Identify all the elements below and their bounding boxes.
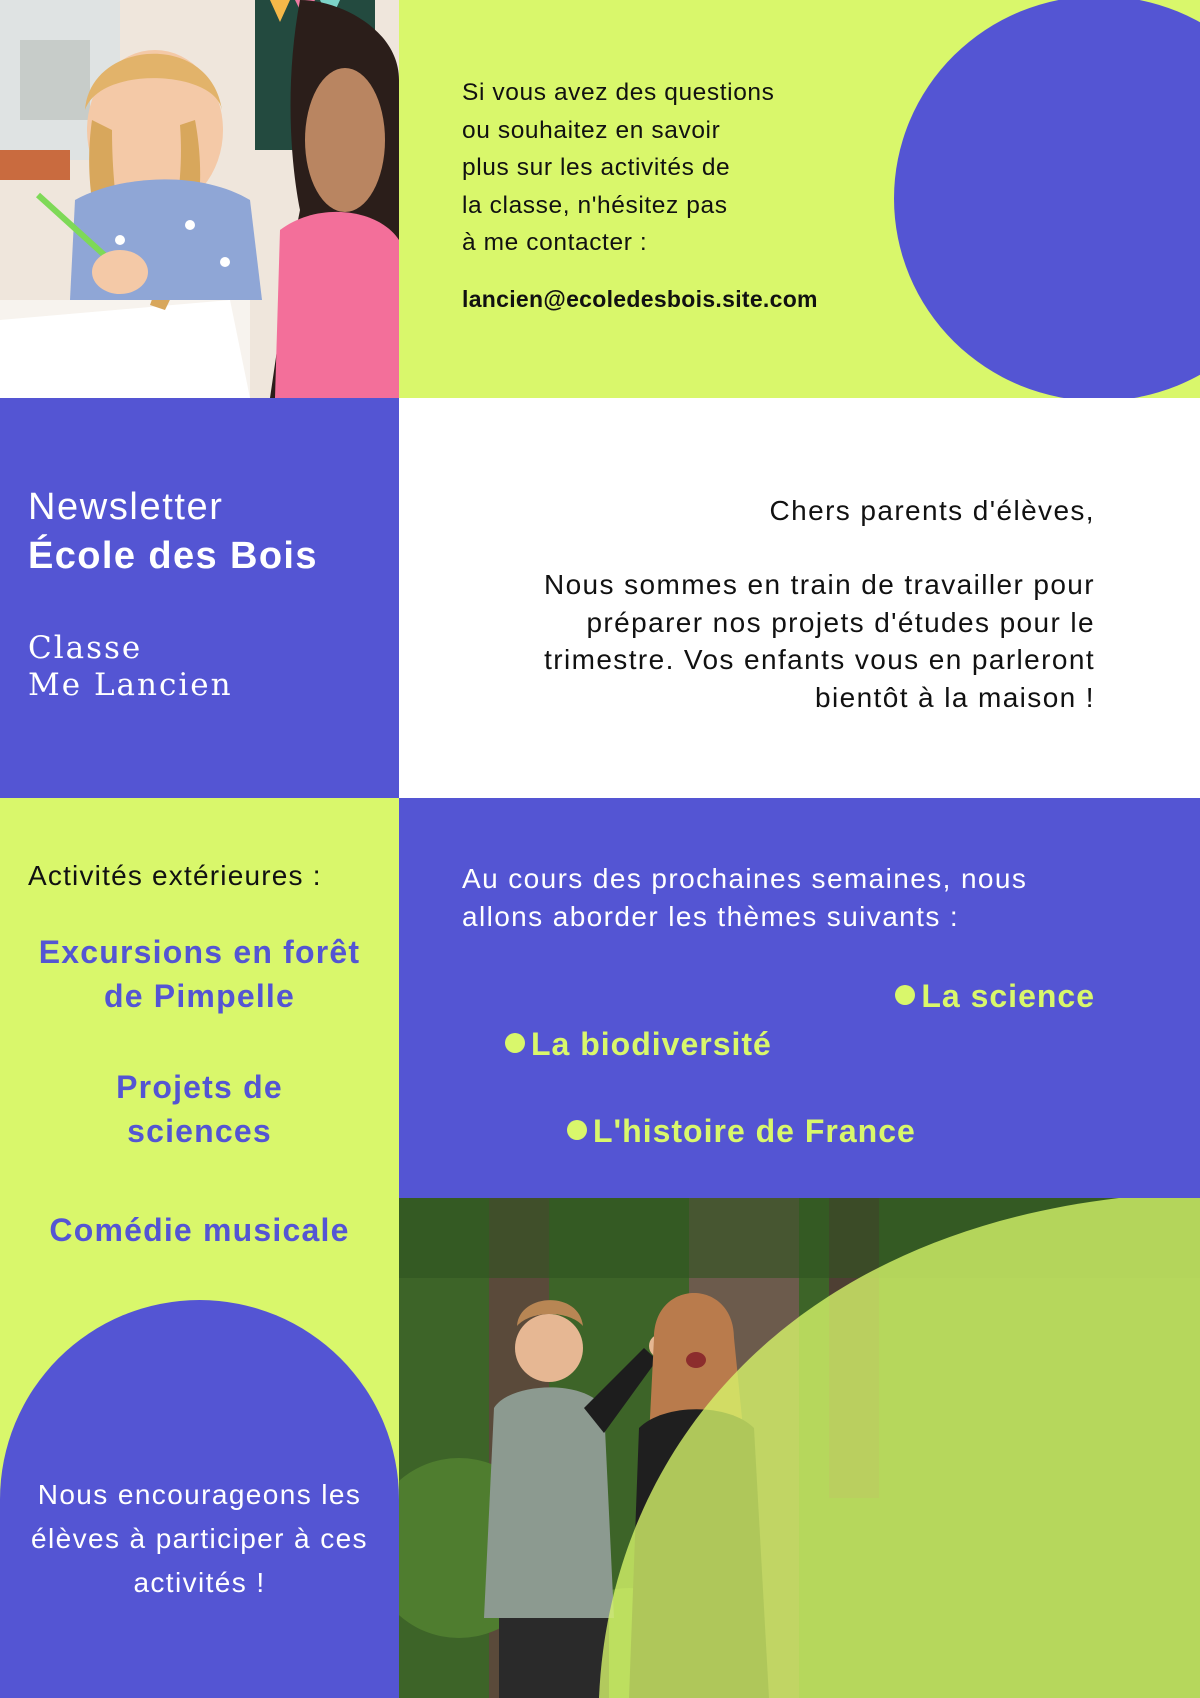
activity-label: Projets de sciences — [116, 1069, 283, 1149]
contact-line: plus sur les activités de — [462, 154, 731, 181]
encouragement-text — [0, 1473, 399, 1605]
themes-intro: Au cours des prochaines semaines, nous allons aborder les thèmes suivants : — [462, 863, 1028, 932]
contact-line: ou souhaitez en savoir — [462, 116, 721, 144]
contact-message — [462, 74, 862, 262]
theme-label: La science — [921, 978, 1095, 1014]
activity-item — [0, 930, 399, 1018]
class-line: Classe — [28, 630, 143, 666]
letter-section — [399, 398, 1200, 798]
theme-item — [505, 1026, 772, 1063]
theme-label: La biodiversité — [531, 1026, 772, 1062]
activity-label: Comédie musicale — [49, 1212, 350, 1248]
contact-line: Si vous avez des questions — [462, 79, 775, 106]
bullet-dot-icon — [505, 1033, 525, 1053]
themes-section — [399, 798, 1200, 1198]
activity-label: Excursions en forêt de Pimpelle — [38, 934, 361, 1014]
forest-photo-illustration — [399, 1198, 1200, 1698]
newsletter-title: Newsletter — [28, 486, 224, 528]
activity-item — [0, 1208, 399, 1252]
class-teacher: Me Lancien — [28, 667, 233, 703]
decorative-circle — [894, 0, 1200, 398]
bullet-dot-icon — [567, 1120, 587, 1140]
bullet-dot-icon — [895, 985, 915, 1005]
contact-line: la classe, n'hésitez pas — [462, 191, 728, 219]
classroom-photo — [0, 0, 399, 398]
theme-item — [895, 978, 1095, 1015]
theme-label: L'histoire de France — [593, 1113, 916, 1149]
contact-section — [399, 0, 1200, 398]
letter-message: Nous sommes en train de travailler pour préparer nos projets d'études pour le trimestre. Vos enfants vous en parleront bientôt à la maison ! — [543, 569, 1095, 713]
newsletter-title-section — [0, 398, 399, 798]
encouragement-label: Nous encourageons les élèves à participer à ces activités ! — [31, 1479, 368, 1598]
activities-section — [0, 798, 399, 1698]
letter-greeting: Chers parents d'élèves, — [769, 495, 1095, 526]
class-name — [28, 630, 233, 704]
contact-line: à me contacter : — [462, 229, 648, 256]
theme-item — [567, 1113, 916, 1150]
activity-item — [0, 1065, 399, 1153]
forest-photo — [399, 1198, 1200, 1698]
classroom-photo-illustration — [0, 0, 399, 398]
contact-email-link[interactable]: lancien@ecoledesbois.site.com — [462, 286, 818, 312]
activities-heading: Activités extérieures : — [28, 860, 322, 891]
school-name: École des Bois — [28, 535, 318, 577]
